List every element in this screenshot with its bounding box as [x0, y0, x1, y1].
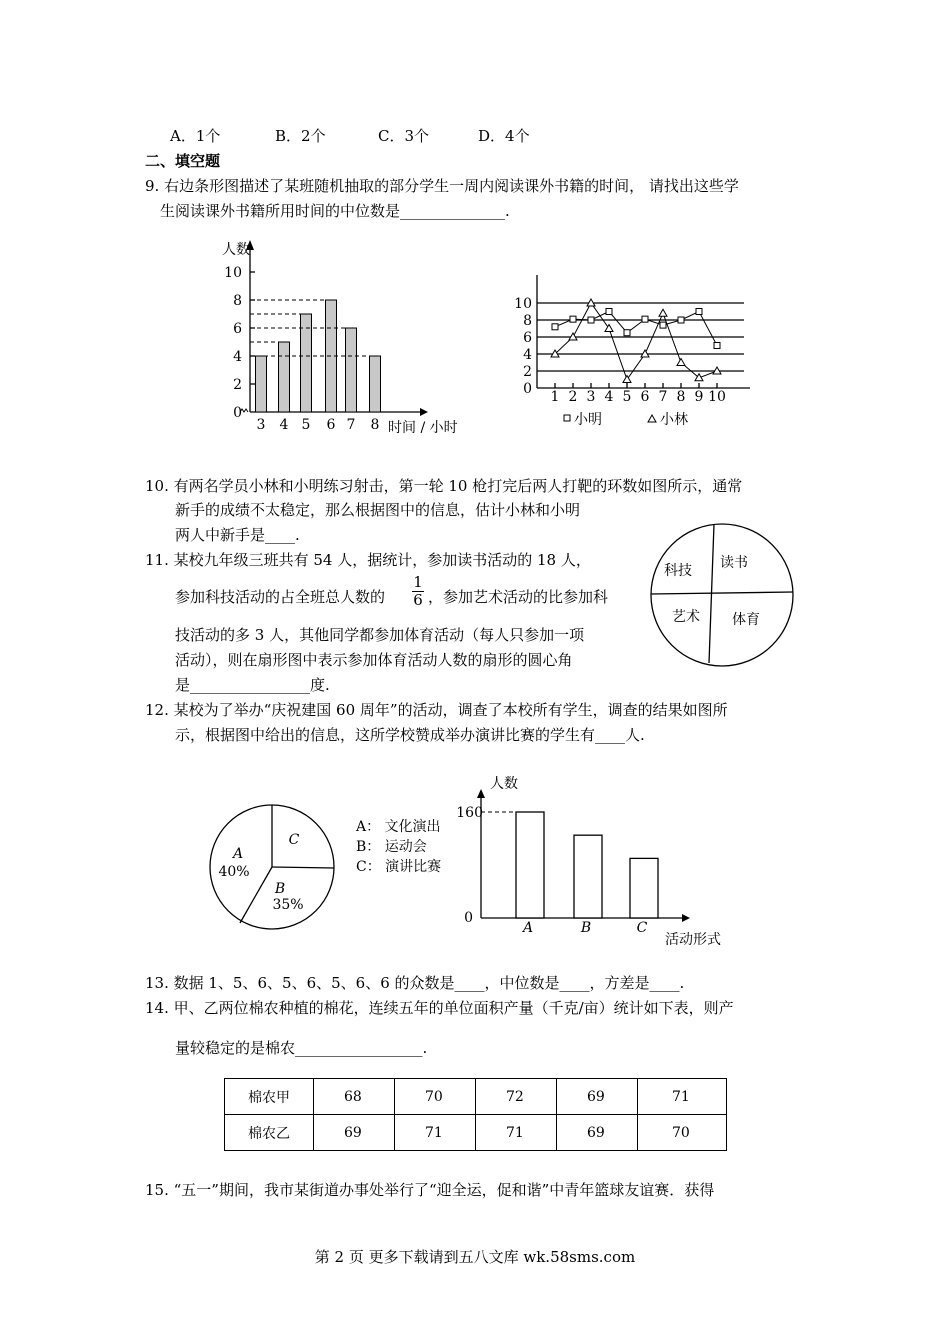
row-header: 棉农甲 — [225, 1079, 314, 1115]
y-tick-label: 2 — [233, 377, 242, 393]
x-tick-label: 2 — [568, 389, 578, 405]
option-c: C．3个 — [378, 127, 430, 145]
square-marker — [588, 317, 594, 323]
y-tick-label: 4 — [233, 349, 242, 365]
triangle-marker — [623, 376, 631, 383]
x-axis-label: 时间 / 小时 — [388, 420, 458, 436]
q11-line3: 技活动的多 3 人，其他同学都参加体育活动（每人只参加一项 — [175, 626, 585, 644]
x-tick-label: 5 — [301, 417, 311, 433]
x-tick-label: 9 — [694, 389, 704, 405]
y-tick-label: 4 — [523, 347, 532, 363]
y-tick-label: 0 — [523, 381, 532, 397]
y-tick-label: 6 — [523, 330, 532, 346]
y-tick-label: 0 — [233, 405, 242, 421]
table-cell: 70 — [638, 1115, 727, 1151]
x-tick-label: 4 — [279, 417, 289, 433]
pie-divider — [272, 867, 334, 868]
row-header: 棉农乙 — [225, 1115, 314, 1151]
y-axis-arrow — [477, 789, 485, 798]
pie-divider — [651, 592, 793, 594]
q9-line1: 9. 右边条形图描述了某班随机抽取的部分学生一周内阅读课外书籍的时间， 请找出这些学 — [145, 177, 739, 195]
series-line-square — [555, 312, 717, 346]
q10-line1: 10. 有两名学员小林和小明练习射击，第一轮 10 枪打完后两人打靶的环数如图所示，通常 — [145, 477, 743, 495]
x-tick-label: C — [636, 920, 648, 936]
x-tick-label: 10 — [708, 389, 726, 405]
pie-label: 科技 — [664, 563, 692, 579]
legend-label: 小林 — [660, 412, 688, 428]
x-tick-label: 5 — [622, 389, 632, 405]
square-marker — [696, 309, 702, 315]
fraction-denominator: 6 — [413, 591, 423, 609]
legend-label: 小明 — [574, 412, 602, 428]
y-tick-label: 8 — [233, 293, 242, 309]
option-d: D．4个 — [478, 127, 530, 145]
x-axis-label: 活动形式 — [665, 932, 721, 948]
square-marker — [660, 322, 666, 328]
section-title: 二、填空题 — [145, 152, 221, 170]
q15: 15. “五一”期间，我市某街道办事处举行了“迎全运，促和谐”中青年篮球友谊赛．获得 — [145, 1181, 715, 1199]
legend-square-icon — [564, 415, 570, 421]
x-tick-label: 7 — [346, 417, 356, 433]
pie-slice-label: A — [232, 846, 244, 862]
bar — [301, 314, 312, 412]
table-cell: 71 — [395, 1115, 476, 1151]
y-axis-label: 人数 — [490, 776, 518, 792]
x-axis-arrow — [682, 914, 690, 922]
option-a: A．1个 — [170, 127, 221, 145]
table-cell: 69 — [557, 1115, 638, 1151]
x-tick-label: 1 — [550, 389, 560, 405]
x-tick-label: 6 — [326, 417, 336, 433]
pie-label: 体育 — [732, 612, 760, 628]
legend-item: B： 运动会 — [356, 839, 427, 855]
pie-slice-label: C — [288, 832, 300, 848]
triangle-marker — [659, 309, 667, 316]
legend-triangle-icon — [648, 415, 656, 422]
table-cell: 71 — [638, 1079, 727, 1115]
table-cell: 69 — [314, 1115, 395, 1151]
pie-label: 艺术 — [672, 609, 700, 625]
bar — [346, 328, 357, 412]
x-tick-label: 6 — [640, 389, 650, 405]
x-tick-label: 7 — [658, 389, 668, 405]
y-axis-label: 人数 — [222, 242, 250, 258]
y-tick-label: 160 — [456, 805, 483, 821]
bar — [516, 812, 544, 918]
table-cell: 70 — [395, 1079, 476, 1115]
x-tick-label: 3 — [256, 417, 266, 433]
q11-line4: 活动），则在扇形图中表示参加体育活动人数的扇形的圆心角 — [175, 651, 573, 669]
q11-line2b: ，参加艺术活动的比参加科 — [428, 588, 609, 606]
pie-label: 读书 — [720, 555, 748, 571]
legend-item: C： 演讲比赛 — [356, 859, 442, 875]
pie-circle — [651, 524, 793, 666]
triangle-marker — [605, 325, 613, 332]
q9-line2: 生阅读课外书籍所用时间的中位数是______________. — [160, 202, 510, 220]
table-cell: 68 — [314, 1079, 395, 1115]
q14-line2: 量较稳定的是棉农_________________. — [175, 1039, 428, 1057]
q12-line1: 12. 某校为了举办“庆祝建国 60 周年”的活动，调查了本校所有学生，调查的结果如图所 — [145, 701, 728, 719]
square-marker — [714, 343, 720, 349]
table-cell: 72 — [476, 1079, 557, 1115]
x-tick-label: A — [522, 920, 534, 936]
pie-slice-label: B — [274, 881, 286, 897]
option-b: B．2个 — [275, 127, 326, 145]
legend-item: A： 文化演出 — [356, 819, 441, 835]
y-tick-label: 0 — [464, 910, 473, 926]
bar — [370, 356, 381, 412]
bar — [256, 356, 267, 412]
q13: 13. 数据 1、5、6、5、6、5、6、6 的众数是____，中位数是____，方差是____. — [145, 974, 685, 992]
square-marker — [624, 330, 630, 336]
table-cell: 69 — [557, 1079, 638, 1115]
q11-line2a: 参加科技活动的占全班总人数的 — [175, 588, 386, 606]
y-tick-label: 10 — [224, 265, 242, 281]
pie-slice-percent: 40% — [218, 864, 250, 880]
square-marker — [570, 316, 576, 322]
x-tick-label: 8 — [370, 417, 380, 433]
square-marker — [606, 309, 612, 315]
x-tick-label: B — [580, 920, 592, 936]
q10-line2: 新手的成绩不太稳定，那么根据图中的信息，估计小林和小明 — [175, 501, 581, 519]
square-marker — [642, 316, 648, 322]
q11-line5: 是________________度. — [175, 676, 330, 694]
square-marker — [678, 317, 684, 323]
y-tick-label: 6 — [233, 321, 242, 337]
x-tick-label: 3 — [586, 389, 596, 405]
y-tick-label: 2 — [523, 364, 532, 380]
table-cell: 71 — [476, 1115, 557, 1151]
q14-line1: 14. 甲、乙两位棉农种植的棉花，连续五年的单位面积产量（千克/亩）统计如下表，则产 — [145, 999, 734, 1017]
bar — [279, 342, 290, 412]
x-tick-label: 8 — [676, 389, 686, 405]
q10-line3: 两人中新手是____. — [175, 526, 300, 544]
footer: 第 2 页 更多下载请到五八文库 wk.58sms.com — [314, 1248, 636, 1266]
q12-line2: 示，根据图中给出的信息，这所学校赞成举办演讲比赛的学生有____人. — [175, 726, 645, 744]
bar — [630, 858, 658, 918]
bar — [574, 835, 602, 918]
triangle-marker — [677, 359, 685, 366]
y-tick-label: 10 — [514, 296, 532, 312]
x-tick-label: 4 — [604, 389, 614, 405]
square-marker — [552, 324, 558, 330]
q11-line1: 11. 某校九年级三班共有 54 人，据统计，参加读书活动的 18 人， — [145, 551, 591, 569]
fraction-numerator: 1 — [413, 573, 423, 591]
y-tick-label: 8 — [523, 313, 532, 329]
pie-slice-percent: 35% — [272, 897, 304, 913]
x-axis-arrow — [420, 408, 428, 416]
